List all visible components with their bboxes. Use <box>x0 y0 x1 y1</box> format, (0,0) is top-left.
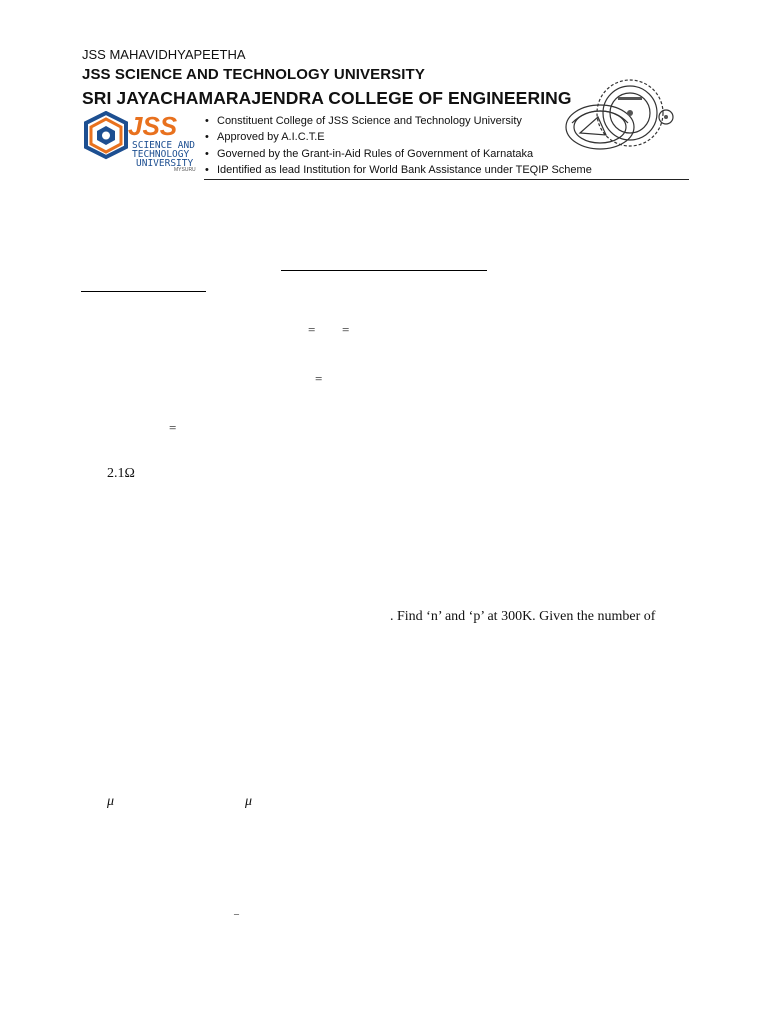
accreditation-item: • Identified as lead Institution for World Bank Assistance under TEQIP Scheme <box>205 162 592 178</box>
jss-logo <box>82 111 200 171</box>
logo-brand: JSS <box>128 111 178 141</box>
equals-sign: = <box>315 371 323 386</box>
equals-sign: = <box>342 322 350 337</box>
accreditation-item: • Approved by A.I.C.T.E <box>205 129 592 145</box>
logo-city: MYSURU <box>174 167 196 171</box>
mu-symbol: μ <box>245 794 253 809</box>
title-underline <box>281 270 487 271</box>
equals-sign: = <box>169 420 177 435</box>
accreditation-item: • Governed by the Grant-in-Aid Rules of Government of Karnataka <box>205 146 592 162</box>
university-name: JSS SCIENCE AND TECHNOLOGY UNIVERSITY <box>82 66 425 83</box>
college-seal <box>558 77 688 157</box>
logo-line1: SCIENCE AND <box>132 140 195 151</box>
organization-name: JSS MAHAVIDHYAPEETHA <box>82 47 246 62</box>
accreditation-list <box>205 113 592 178</box>
jss-logo-emblem-icon <box>82 111 200 171</box>
minus-sign: – <box>234 909 239 920</box>
college-seal-icon <box>558 77 688 157</box>
logo-line2: TECHNOLOGY <box>132 149 190 160</box>
question-fragment: . Find ‘n’ and ‘p’ at 300K. Given the number of <box>390 609 656 624</box>
section-underline <box>81 291 206 292</box>
college-name: SRI JAYACHAMARAJENDRA COLLEGE OF ENGINEERING <box>82 88 572 108</box>
header-divider <box>204 179 689 180</box>
accreditation-item: • Constituent College of JSS Science and Technology University <box>205 113 592 129</box>
mu-symbol: μ <box>107 794 115 809</box>
equals-sign: = <box>308 322 316 337</box>
logo-line3: UNIVERSITY <box>136 158 194 169</box>
resistance-value: 2.1Ω <box>107 466 135 481</box>
